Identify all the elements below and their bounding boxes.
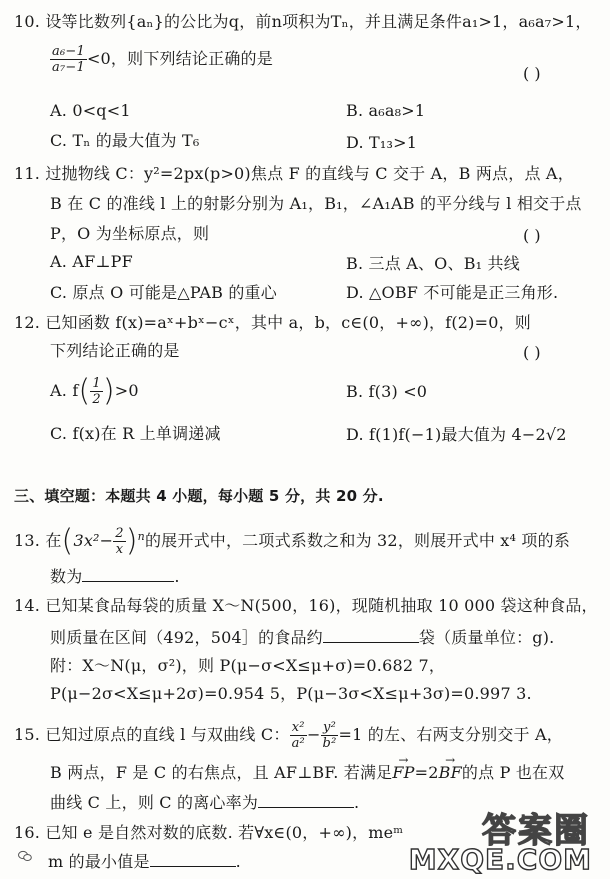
q12-a-post: >0 — [114, 381, 139, 400]
q10-frac-num: a₆−1 — [52, 44, 85, 59]
q16-answer-blank[interactable] — [150, 850, 236, 867]
watermark-url: MXQE.COM — [408, 843, 592, 876]
q11-line1: 11. 过抛物线 C：y²=2px(p>0)焦点 F 的直线与 C 交于 A，B 两点，点 A， — [14, 164, 574, 183]
q15-line1 — [14, 720, 563, 751]
q10-frac-den: a₇−1 — [52, 60, 85, 75]
q15-minus: − — [306, 725, 321, 744]
q13-pre: 13. 在 — [14, 531, 62, 550]
q11-option-d: D. △OBF 不可能是正三角形. — [346, 283, 559, 302]
q13-line2 — [50, 565, 180, 587]
q14-line2-post: 袋（质量单位：g). — [418, 628, 555, 647]
q12-answer-paren: ( ) — [523, 343, 541, 362]
q10-answer-paren: ( ) — [523, 64, 541, 83]
q15-vector-bf: → BF — [439, 763, 462, 783]
q12-a-pre: A. f — [50, 381, 79, 400]
section-heading-fill-in: 三、填空题：本题共 4 小题，每小题 5 分，共 20 分. — [14, 487, 384, 505]
q13-inner-pre: 3x²− — [73, 531, 114, 550]
wechat-icon — [18, 850, 32, 862]
q15-f2-num: y² — [321, 720, 339, 736]
q10-line2-tail: <0，则下列结论正确的是 — [86, 49, 273, 68]
q10-condition-fraction — [50, 44, 87, 75]
q15-answer-blank[interactable] — [258, 791, 354, 808]
q12-a-fraction — [90, 376, 102, 407]
q13-frac-num: 2 — [115, 526, 124, 541]
q13-fraction — [113, 526, 125, 557]
q11-option-b: B. 三点 A、O、B₁ 共线 — [346, 254, 520, 273]
q15-post: =1 的左、右两支分别交于 A， — [338, 725, 563, 744]
q11-line3: P，O 为坐标原点，则 — [50, 224, 210, 243]
q13-frac-den: x — [115, 542, 124, 557]
q15-line3 — [50, 791, 359, 813]
q13-answer-blank[interactable] — [82, 565, 174, 582]
q14-line3: 附：X～N(μ，σ²)，则 P(μ−σ<X≤μ+σ)=0.682 7， — [50, 656, 446, 675]
q14-line2 — [50, 626, 554, 648]
q12-option-c: C. f(x)在 R 上单调递减 — [50, 424, 221, 443]
q14-answer-blank[interactable] — [323, 626, 419, 643]
q15-line2-pre: B 两点，F 是 C 的右焦点，且 AF⊥BF. 若满足 — [50, 763, 393, 782]
watermark — [402, 803, 602, 876]
q13-line2-end: . — [174, 567, 180, 586]
q11-option-c: C. 原点 O 可能是△PAB 的重心 — [50, 283, 277, 302]
q12-a-frac-den: 2 — [92, 392, 101, 407]
q12-option-d: D. f(1)f(−1)最大值为 4−2√2 — [346, 425, 567, 444]
q13-line2-text: 数为 — [50, 567, 83, 586]
q14-line1: 14. 已知某食品每袋的质量 X～N(500，16)，现随机抽取 10 000 袋这种食品， — [14, 596, 598, 615]
q13-line1: 13. 在(3x²− $\frac{2}{x}$ )$^n$的展开式中，二项式系数之和为 32，则展开式中 x⁴ 项的系 — [14, 523, 571, 559]
q15-eq: =2 — [414, 763, 439, 782]
q15-f1-den: a² — [291, 736, 305, 751]
q12-option-b: B. f(3) <0 — [346, 382, 428, 401]
q16-line2-pre: m 的最小值是 — [48, 852, 150, 871]
q15-fraction-y — [321, 720, 339, 751]
q10-option-c: C. Tₙ 的最大值为 T₆ — [50, 131, 200, 150]
q16-line2 — [48, 850, 241, 872]
q15-f2-den: b² — [322, 736, 337, 751]
q15-line2-post: 的点 P 也在双 — [461, 763, 565, 782]
q15-line3-end: . — [354, 793, 360, 812]
q11-option-a: A. AF⊥PF — [50, 252, 133, 271]
q12-a-frac-num: 1 — [92, 376, 101, 391]
q15-pre: 15. 已知过原点的直线 l 与双曲线 C： — [14, 725, 290, 744]
q12-option-a: A. f( $\frac{1}{2}$ )>0 — [50, 373, 139, 409]
q10-option-a: A. 0<q<1 — [50, 101, 131, 120]
q15-vector-fp: → FP — [392, 763, 414, 783]
q15-line2 — [50, 763, 564, 783]
q14-line2-pre: 则质量在区间（492，504］的食品约 — [50, 628, 323, 647]
q14-line4: P(μ−2σ<X≤μ+2σ)=0.954 5，P(μ−3σ<X≤μ+3σ)=0.997 3. — [50, 684, 532, 703]
q15-fraction-x — [290, 720, 307, 751]
q10-option-d: D. T₁₃>1 — [346, 133, 418, 152]
q12-line1: 12. 已知函数 f(x)=aˣ+bˣ−cˣ，其中 a，b，c∈(0，+∞)，f(2)=0，则 — [14, 313, 531, 332]
q11-line2: B 在 C 的准线 l 上的射影分别为 A₁，B₁，∠A₁AB 的平分线与 l 相交于点 — [50, 194, 582, 213]
q15-f1-num: x² — [290, 720, 307, 736]
q10-line1: 10. 设等比数列{aₙ}的公比为q，前n项积为Tₙ，并且满足条件a₁>1，a₆a₇>1， — [14, 12, 592, 31]
q13-post: 的展开式中，二项式系数之和为 32，则展开式中 x⁴ 项的系 — [144, 531, 571, 550]
q12-line2: 下列结论正确的是 — [50, 341, 180, 360]
q10-option-b: B. a₆a₈>1 — [346, 101, 426, 120]
q13-exponent: n — [137, 530, 145, 543]
q16-line2-end: . — [235, 852, 241, 871]
q11-answer-paren: ( ) — [523, 226, 541, 245]
q10-line2 — [50, 44, 273, 75]
watermark-logo: 答案圈 — [482, 811, 590, 851]
q16-line1: 16. 已知 e 是自然对数的底数. 若∀x∈(0，+∞)，meᵐ — [14, 823, 404, 842]
q15-line3-pre: 曲线 C 上，则 C 的离心率为 — [50, 793, 259, 812]
